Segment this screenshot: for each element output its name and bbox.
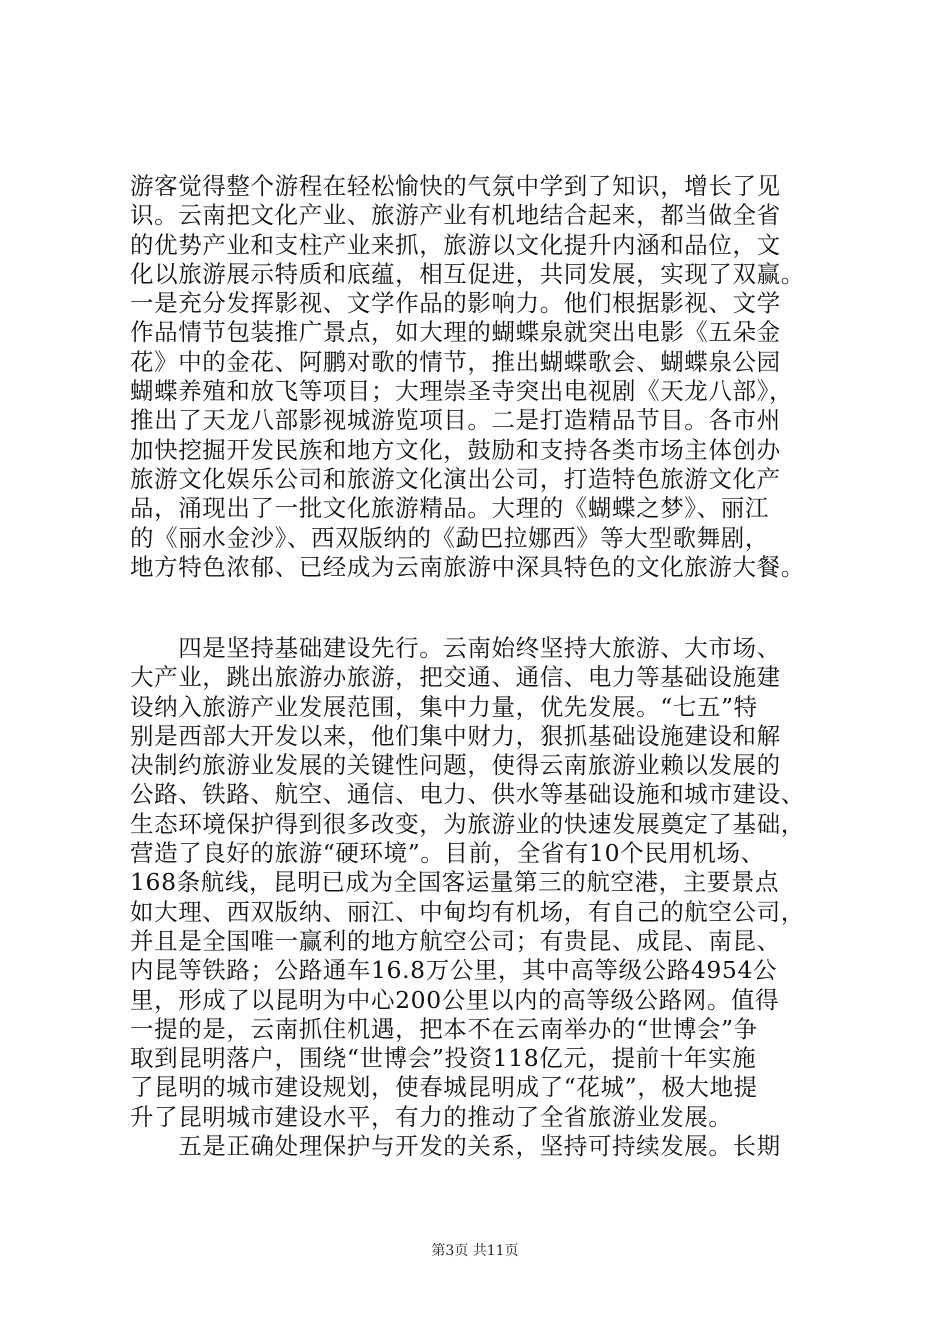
text-line: 168条航线，昆明已成为全国客运量第三的航空港，主要景点 <box>130 868 780 897</box>
text-line: 决制约旅游业发展的关键性问题，使得云南旅游业赖以发展的 <box>130 751 781 780</box>
text-line: 的《丽水金沙》、西双版纳的《勐巴拉娜西》等大型歌舞剧， <box>130 523 769 552</box>
text-line: 营造了良好的旅游“硬环境”。目前，全省有10个民用机场、 <box>130 839 765 868</box>
text-line: 蝴蝶养殖和放飞等项目；大理崇圣寺突出电视剧《天龙八部》， <box>130 377 794 406</box>
text-line: 四是坚持基础建设先行。云南始终坚持大旅游、大市场、 <box>130 634 781 662</box>
text-line: 一提的是，云南抓住机遇，把本不在云南举办的“世博会”争 <box>130 1014 758 1043</box>
text-line: 并且是全国唯一赢利的地方航空公司；有贵昆、成昆、南昆、 <box>130 926 781 955</box>
text-line: 地方特色浓郁、已经成为云南旅游中深具特色的文化旅游大餐。 <box>130 552 805 581</box>
text-line: 旅游文化娱乐公司和旅游文化演出公司，打造特色旅游文化产 <box>130 464 781 493</box>
text-line: 内昆等铁路；公路通车16.8万公里，其中高等级公路4954公 <box>130 956 778 985</box>
text-line: 升了昆明城市建设水平，有力的推动了全省旅游业发展。 <box>130 1102 733 1131</box>
text-line: 的优势产业和支柱产业来抓，旅游以文化提升内涵和品位，文 <box>130 230 781 259</box>
text-line: 设纳入旅游产业发展范围，集中力量，优先发展。“七五”特 <box>130 692 758 721</box>
text-line: 别是西部大开发以来，他们集中财力，狠抓基础设施建设和解 <box>130 721 781 750</box>
text-line: 取到昆明落户，围绕“世博会”投资118亿元，提前十年实施 <box>130 1044 757 1073</box>
text-line: 公路、铁路、航空、通信、电力、供水等基础设施和城市建设、 <box>130 780 805 809</box>
text-line: 作品情节包装推广景点，如大理的蝴蝶泉就突出电影《五朵金 <box>130 318 781 347</box>
text-line: 五是正确处理保护与开发的关系，坚持可持续发展。长期 <box>130 1132 781 1160</box>
paragraph-protection-development <box>130 1132 830 1161</box>
text-line: 里，形成了以昆明为中心200公里以内的高等级公路网。值得 <box>130 985 780 1014</box>
paragraph-infrastructure <box>130 634 830 1132</box>
page-number-label: 第3页 共11页 <box>431 1243 519 1259</box>
paragraph-culture-tourism <box>130 172 830 582</box>
text-line: 识。云南把文化产业、旅游产业有机地结合起来，都当做全省 <box>130 201 781 230</box>
text-line: 花》中的金花、阿鹏对歌的情节，推出蝴蝶歌会、蝴蝶泉公园 <box>130 347 781 376</box>
page-footer <box>0 1240 950 1260</box>
text-line: 品，涌现出了一批文化旅游精品。大理的《蝴蝶之梦》、丽江 <box>130 494 769 523</box>
text-line: 了昆明的城市建设规划，使春城昆明成了“花城”，极大地提 <box>130 1073 758 1102</box>
text-line: 如大理、西双版纳、丽江、中甸均有机场，有自己的航空公司， <box>130 897 805 926</box>
text-line: 游客觉得整个游程在轻松愉快的气氛中学到了知识，增长了见 <box>130 172 781 200</box>
text-line: 推出了天龙八部影视城游览项目。二是打造精品节目。各市州 <box>130 406 781 435</box>
text-line: 一是充分发挥影视、文学作品的影响力。他们根据影视、文学 <box>130 289 781 318</box>
text-line: 生态环境保护得到很多改变，为旅游业的快速发展奠定了基础， <box>130 809 805 838</box>
text-line: 化以旅游展示特质和底蕴，相互促进，共同发展，实现了双赢。 <box>130 259 805 288</box>
text-line: 加快挖掘开发民族和地方文化，鼓励和支持各类市场主体创办 <box>130 435 781 464</box>
text-line: 大产业，跳出旅游办旅游，把交通、通信、电力等基础设施建 <box>130 663 781 692</box>
